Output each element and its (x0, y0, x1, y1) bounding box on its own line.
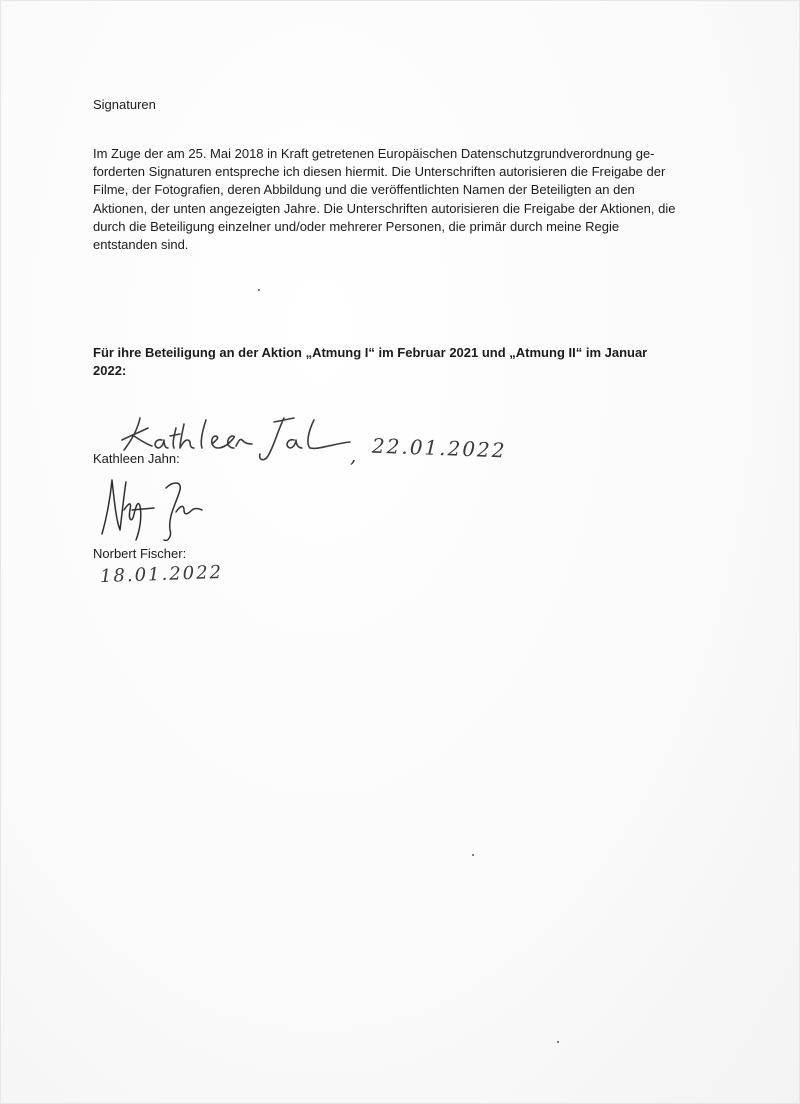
participation-statement (93, 344, 733, 379)
document-heading: Signaturen (93, 97, 156, 112)
signatory-label-norbert: Norbert Fischer: (93, 546, 187, 561)
participation-line: Für ihre Beteiligung an der Aktion „Atmung I“ im Februar 2021 und „Atmung II“ im Januar (93, 345, 648, 360)
paragraph-line: durch die Beteiligung einzelner und/oder mehrerer Personen, die primär durch meine Regie (93, 218, 620, 234)
signatory-label-kathleen: Kathleen Jahn: (93, 451, 180, 466)
paper-speck (472, 854, 474, 856)
paper-speck (258, 289, 260, 291)
paragraph-line: entstanden sind. (93, 237, 189, 253)
participation-line: 2022: (93, 362, 127, 378)
paper-speck (557, 1041, 559, 1043)
date-comma: , (350, 443, 359, 467)
paragraph-line: forderten Signaturen entspreche ich diesen hiermit. Die Unterschriften autorisieren die Freigabe der (93, 164, 666, 180)
paragraph-line: Im Zuge der am 25. Mai 2018 in Kraft getretenen Europäischen Datenschutzgrundverordnung ge- (93, 146, 655, 161)
signature-date-kathleen: 22.01.2022 (371, 433, 507, 463)
paragraph-line: Filme, der Fotografien, deren Abbildung und die veröffentlichten Namen der Beteiligten an den (93, 182, 635, 198)
signature-norbert-fischer (96, 470, 216, 550)
consent-paragraph (93, 145, 733, 254)
signature-date-norbert: 18.01.2022 (99, 561, 224, 588)
paragraph-line: Aktionen, der unten angezeigten Jahre. Die Unterschriften autorisieren die Freigabe der Aktionen, die (93, 200, 676, 216)
